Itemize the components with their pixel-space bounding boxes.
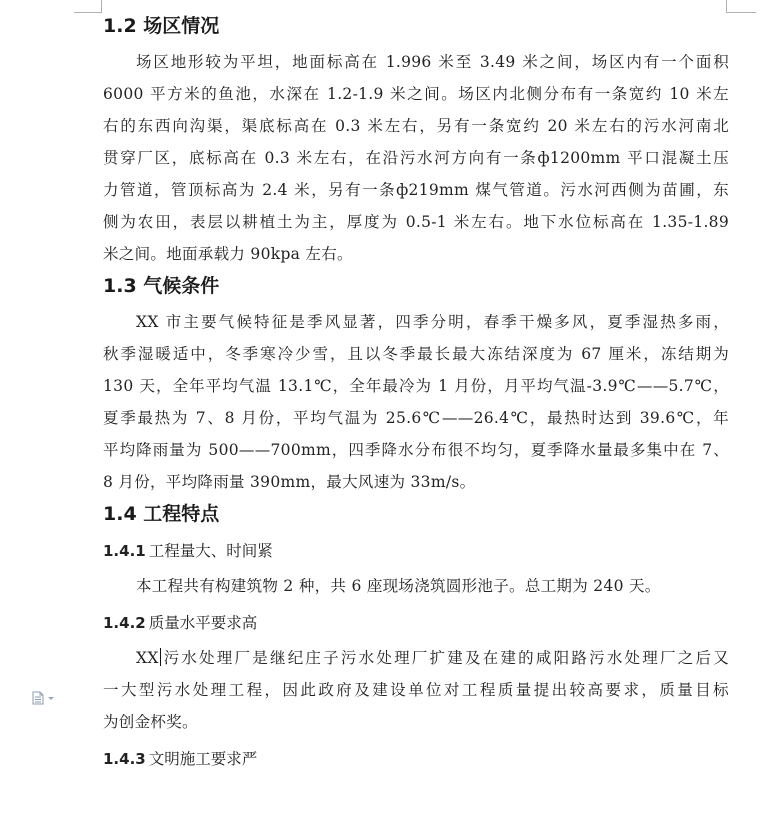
text-line: 8 月份，平均降雨量 390mm，最大风速为 33m/s。 (103, 473, 476, 491)
text-line: 平均降雨量为 500——700mm，四季降水分布很不均匀，夏季降水量最多集中在 7、 (103, 441, 729, 459)
text-line: 侧为农田，表层以耕植土为主，厚度为 0.5-1 米左右。地下水位标高在 1.35-1.89 (103, 213, 729, 231)
subheading-quality (103, 608, 729, 638)
text-line: 130 天，全年平均气温 13.1℃，全年最冷为 1 月份，月平均气温-3.9℃——5.7℃， (103, 377, 729, 395)
crop-mark-top-right (726, 12, 756, 13)
text-line: 为创金杯奖。 (103, 713, 198, 731)
document-body[interactable] (103, 10, 729, 778)
text-rest: 污水处理厂是继纪庄子污水处理厂扩建及在建的咸阳路污水处理厂之后又 (161, 649, 729, 667)
heading-site-conditions: 1.2 场区情况 (103, 15, 220, 37)
subheading-number: 1.4.1 (103, 542, 146, 560)
paragraph-climate-conditions (103, 306, 729, 498)
text-line: 力管道，管顶标高为 2.4 米，另有一条ф219mm 煤气管道。污水河西侧为苗圃，东 (103, 181, 729, 199)
text-line: 6000 平方米的鱼池，水深在 1.2-1.9 米之间。场区内北侧分布有一条宽约 10 米左 (103, 85, 729, 103)
text-line: 场区地形较为平坦，地面标高在 1.996 米至 3.49 米之间，场区内有一个面积 (136, 53, 729, 71)
text-line: 夏季最热为 7、8 月份，平均气温为 25.6℃——26.4℃，最热时达到 39.6℃，年 (103, 409, 729, 427)
text-line (103, 642, 729, 674)
text-line: 右的东西向沟渠，渠底标高在 0.3 米左右，另有一条宽约 20 米左右的污水河南北 (103, 117, 729, 135)
heading-climate-conditions: 1.3 气候条件 (103, 275, 220, 297)
text-line: 一大型污水处理工程，因此政府及建设单位对工程质量提出较高要求，质量目标 (103, 681, 729, 699)
crop-mark-top-left-vertical (101, 0, 102, 13)
subheading-title: 质量水平要求高 (148, 614, 258, 632)
text-cursor (160, 648, 161, 666)
text-line: 本工程共有构建筑物 2 种，共 6 座现场浇筑圆形池子。总工期为 240 天。 (136, 577, 661, 595)
text-line: 米之间。地面承载力 90kpa 左右。 (103, 245, 353, 263)
subheading-civilized-construction (103, 744, 729, 774)
heading-project-features: 1.4 工程特点 (103, 503, 220, 525)
text-line: 秋季湿暖适中，冬季寒冷少雪，且以冬季最长最大冻结深度为 67 厘米，冻结期为 (103, 345, 729, 363)
subheading-title: 工程量大、时间紧 (148, 542, 273, 560)
subheading-number: 1.4.2 (103, 614, 146, 632)
paragraph-layout-icon[interactable] (32, 690, 58, 704)
text-line: XX 市主要气候特征是季风显著，四季分明，春季干燥多风，夏季湿热多雨， (136, 313, 729, 331)
paragraph-workload (103, 570, 729, 602)
crop-mark-top-left (74, 12, 102, 13)
subheading-title: 文明施工要求严 (148, 750, 258, 768)
text-line: 贯穿厂区，底标高在 0.3 米左右，在沿污水河方向有一条ф1200mm 平口混凝土压 (103, 149, 729, 167)
subheading-workload (103, 536, 729, 566)
text-prefix: XX (136, 649, 159, 667)
paragraph-site-conditions (103, 46, 729, 270)
subheading-number: 1.4.3 (103, 750, 146, 768)
paragraph-quality (103, 642, 729, 738)
